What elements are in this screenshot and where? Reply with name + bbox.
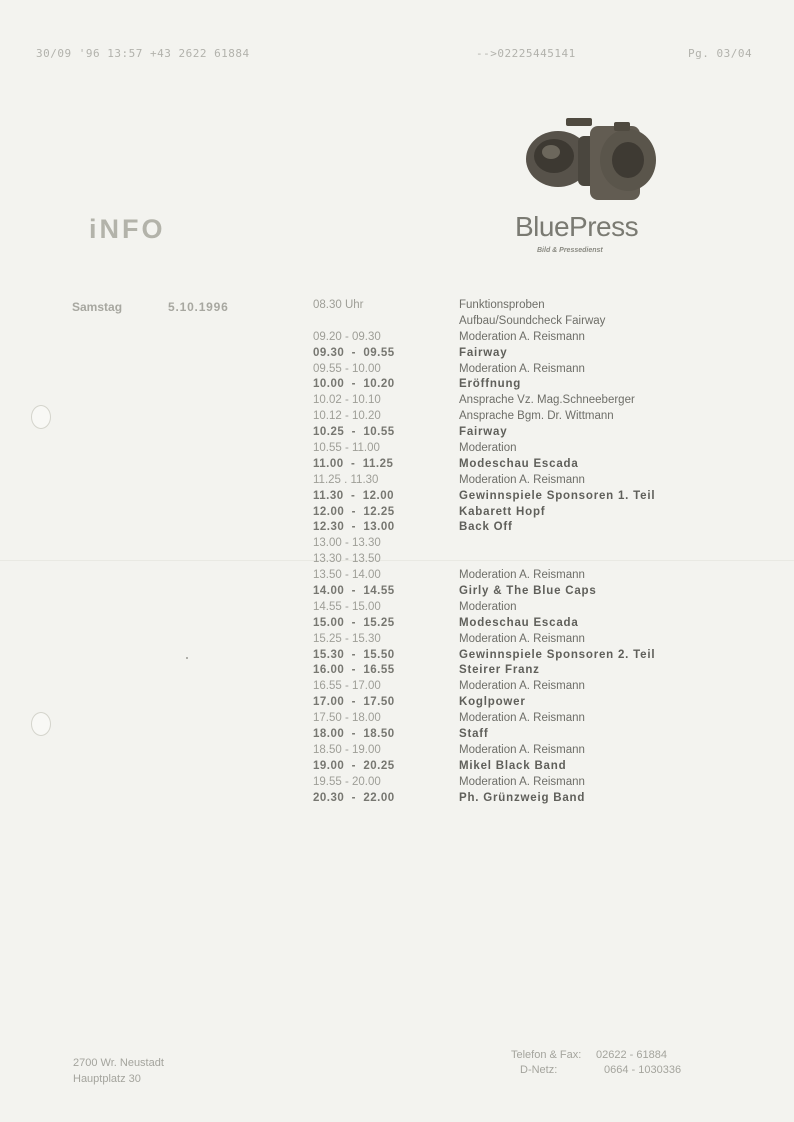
address-street: Hauptplatz 30 (73, 1073, 141, 1085)
schedule-row (313, 759, 733, 775)
schedule-row (313, 298, 733, 314)
schedule-time: 13.50 - 14.00 (313, 569, 381, 582)
schedule-time: 14.55 - 15.00 (313, 600, 381, 613)
schedule-act: Moderation A. Reismann (459, 569, 585, 582)
schedule-row (313, 552, 733, 568)
schedule-time: 09.20 - 09.30 (313, 330, 381, 343)
schedule-act: Fairway (459, 346, 508, 359)
schedule-time: 10.25 - 10.55 (313, 426, 395, 439)
schedule-time: 12.00 - 12.25 (313, 505, 395, 518)
mobile-number: 0664 - 1030336 (604, 1064, 682, 1076)
schedule-time: 10.55 - 11.00 (313, 442, 380, 455)
schedule-act: Modeschau Escada (459, 457, 579, 470)
schedule-time: 15.00 - 15.25 (313, 616, 395, 629)
address-city: 2700 Wr. Neustadt (73, 1057, 164, 1069)
page-title: iNFO (89, 214, 166, 244)
schedule-time: 10.02 - 10.10 (313, 394, 381, 407)
schedule-act: Funktionsproben (459, 299, 545, 311)
schedule-time: 17.00 - 17.50 (313, 696, 395, 709)
schedule-act: Aufbau/Soundcheck Fairway (459, 314, 606, 327)
punch-hole (31, 712, 51, 736)
schedule-row (313, 743, 733, 759)
schedule-time: 20.30 - 22.00 (313, 791, 395, 804)
brand-logo-tagline: Bild & Pressedienst (537, 247, 603, 254)
schedule-row (313, 473, 733, 489)
event-day: Samstag (72, 300, 123, 314)
paper-speck (186, 657, 188, 659)
schedule-time: 09.30 - 09.55 (313, 346, 395, 359)
schedule-act: Moderation A. Reismann (459, 712, 585, 725)
schedule-time: 15.25 - 15.30 (313, 632, 381, 645)
brand-logo-name: BluePress (515, 211, 639, 242)
schedule-act: Ph. Grünzweig Band (459, 791, 586, 804)
schedule-act: Moderation A. Reismann (459, 330, 585, 343)
schedule-row (313, 377, 733, 393)
schedule-row (313, 632, 733, 648)
schedule-act: Ansprache Bgm. Dr. Wittmann (459, 410, 614, 423)
schedule-time: 13.30 - 13.50 (313, 553, 381, 566)
schedule-row (313, 711, 733, 727)
schedule-row (313, 457, 733, 473)
schedule-row (313, 393, 733, 409)
schedule-act: Ansprache Vz. Mag.Schneeberger (459, 394, 635, 407)
schedule-act: Moderation A. Reismann (459, 362, 585, 375)
schedule-act: Moderation A. Reismann (459, 473, 585, 486)
footer-address (73, 1055, 164, 1087)
schedule-act: Modeschau Escada (459, 616, 579, 629)
fax-page-number: Pg. 03/04 (688, 47, 753, 60)
schedule-row (313, 727, 733, 743)
fax-recipient-number: -->02225445141 (476, 47, 576, 60)
schedule-act: Eröffnung (459, 378, 522, 391)
schedule-act: Kabarett Hopf (459, 505, 546, 518)
event-date: 5.10.1996 (168, 300, 229, 314)
schedule-time: 16.55 - 17.00 (313, 680, 381, 693)
schedule-row (313, 362, 733, 378)
schedule-row (313, 425, 733, 441)
schedule-act: Moderation A. Reismann (459, 743, 585, 756)
schedule-time: 19.00 - 20.25 (313, 759, 395, 772)
schedule-row (313, 775, 733, 791)
schedule-act: Gewinnspiele Sponsoren 2. Teil (459, 648, 656, 661)
schedule-time: 18.00 - 18.50 (313, 728, 395, 741)
schedule-act: Staff (459, 728, 489, 741)
schedule-row (313, 584, 733, 600)
punch-hole (31, 405, 51, 429)
schedule-row (313, 616, 733, 632)
schedule-time: 09.55 - 10.00 (313, 362, 381, 375)
schedule-time: 13.00 - 13.30 (313, 537, 381, 550)
schedule-time: 18.50 - 19.00 (313, 743, 381, 756)
camera-lens-icon (518, 112, 660, 202)
schedule-row (313, 600, 733, 616)
schedule-act: Girly & The Blue Caps (459, 585, 597, 598)
schedule-time: 11.00 - 11.25 (313, 457, 394, 470)
schedule-act: Moderation (459, 600, 517, 613)
schedule-time: 10.00 - 10.20 (313, 378, 395, 391)
schedule-row (313, 791, 733, 807)
schedule-act: Back Off (459, 521, 513, 534)
schedule-time: 16.00 - 16.55 (313, 664, 395, 677)
phone-fax-number: 02622 - 61884 (596, 1049, 667, 1061)
schedule-time: 11.25 . 11.30 (313, 473, 379, 486)
schedule-row (313, 695, 733, 711)
schedule-row (313, 679, 733, 695)
schedule-list (313, 298, 733, 807)
schedule-row (313, 505, 733, 521)
schedule-time: 15.30 - 15.50 (313, 648, 395, 661)
schedule-row (313, 489, 733, 505)
phone-fax-label: Telefon & Fax: (511, 1049, 582, 1061)
schedule-act: Gewinnspiele Sponsoren 1. Teil (459, 489, 656, 502)
schedule-time: 19.55 - 20.00 (313, 775, 381, 788)
schedule-act: Fairway (459, 426, 508, 439)
schedule-time: 08.30 Uhr (313, 299, 364, 311)
schedule-act: Steirer Franz (459, 664, 540, 677)
schedule-row (313, 520, 733, 536)
schedule-row (313, 441, 733, 457)
schedule-row (313, 663, 733, 679)
schedule-row (313, 346, 733, 362)
schedule-time: 14.00 - 14.55 (313, 585, 395, 598)
schedule-row (313, 568, 733, 584)
schedule-act: Moderation A. Reismann (459, 632, 585, 645)
schedule-row (313, 330, 733, 346)
mobile-label: D-Netz: (520, 1064, 558, 1076)
schedule-row (313, 536, 733, 552)
schedule-act: Koglpower (459, 696, 526, 709)
schedule-act: Moderation A. Reismann (459, 680, 585, 693)
schedule-act: Mikel Black Band (459, 759, 567, 772)
schedule-time: 17.50 - 18.00 (313, 712, 381, 725)
schedule-act: Moderation A. Reismann (459, 775, 585, 788)
schedule-row (313, 648, 733, 664)
schedule-time: 11.30 - 12.00 (313, 489, 395, 502)
schedule-time: 10.12 - 10.20 (313, 410, 381, 423)
fax-sender-info: 30/09 '96 13:57 +43 2622 61884 (36, 47, 250, 60)
schedule-row (313, 409, 733, 425)
schedule-time: 12.30 - 13.00 (313, 521, 395, 534)
schedule-row (313, 314, 733, 330)
schedule-act: Moderation (459, 442, 517, 455)
